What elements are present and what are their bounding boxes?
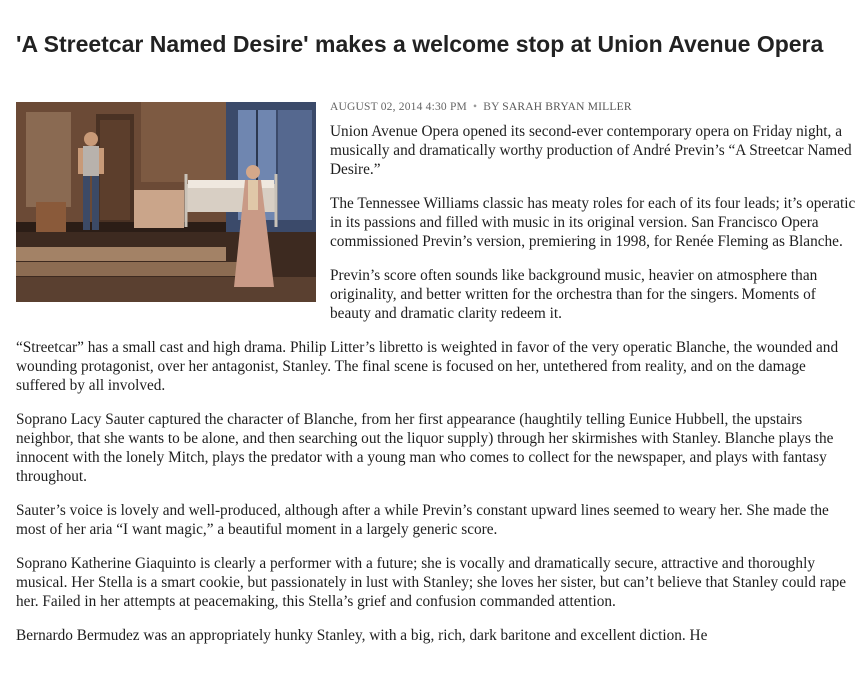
article-paragraph: Previn’s score often sounds like background music, heavier on atmosphere than originality, and better written for the orchestra than for the singers. Moments of beauty and dramatic clarity redeem it.: [330, 267, 818, 322]
article-paragraph: Bernardo Bermudez was an appropriately hunky Stanley, with a big, rich, dark baritone and excellent diction. He: [16, 627, 708, 644]
byline-separator: •: [472, 101, 478, 113]
byline-prefix: BY: [483, 101, 500, 113]
article-paragraph: Soprano Lacy Sauter captured the character of Blanche, from her first appearance (haughtily telling Eunice Hubbell, the upstairs neighbor, that she wants to be alone, and then searching out the liquor supply) through her skirmishes with Stanley. Blanche plays the innocent with the lonely Mitch, plays the predator with a young man who comes to collect for the newspaper, and plays with fantasy throughout.: [16, 411, 834, 485]
article-paragraph: Union Avenue Opera opened its second-ever contemporary opera on Friday night, a musically and dramatically worthy production of André Previn’s “A Streetcar Named Desire.”: [330, 123, 852, 178]
publish-date: AUGUST 02, 2014 4:30 PM: [330, 101, 467, 113]
article-headline: 'A Streetcar Named Desire' makes a welcome stop at Union Avenue Opera: [16, 31, 824, 57]
article-paragraph: “Streetcar” has a small cast and high drama. Philip Litter’s libretto is weighted in favor of the very operatic Blanche, the wounded and wounding protagonist, over her antagonist, Stanley. The final scene is focused on her, untethered from reality, and on the damage suffered by all involved.: [16, 339, 839, 394]
author-link[interactable]: SARAH BRYAN MILLER: [502, 101, 632, 113]
article-paragraph: Soprano Katherine Giaquinto is clearly a performer with a future; she is vocally and dramatically secure, attractive and thoroughly musical. Her Stella is a smart cookie, but passionately in lust with Stanley; she loves her sister, but can’t believe that Stanley could rape her. Failed in her attempts at peacemaking, this Stella’s grief and confusion commanded attention.: [16, 555, 847, 610]
article-paragraph: The Tennessee Williams classic has meaty roles for each of its four leads; it’s operatic in its passions and filled with music in its original version. San Francisco Opera commissioned Previn’s version, premiering in 1998, for Renée Fleming as Blanche.: [330, 195, 856, 250]
article-photo[interactable]: [16, 102, 316, 302]
stage-scene-illustration: [16, 102, 316, 302]
article-body: [16, 100, 858, 660]
article-paragraph: Sauter’s voice is lovely and well-produced, although after a while Previn’s constant upward lines seemed to weary her. She made the most of her aria “I want magic,” a beautiful moment in a largely generic score.: [16, 502, 829, 538]
